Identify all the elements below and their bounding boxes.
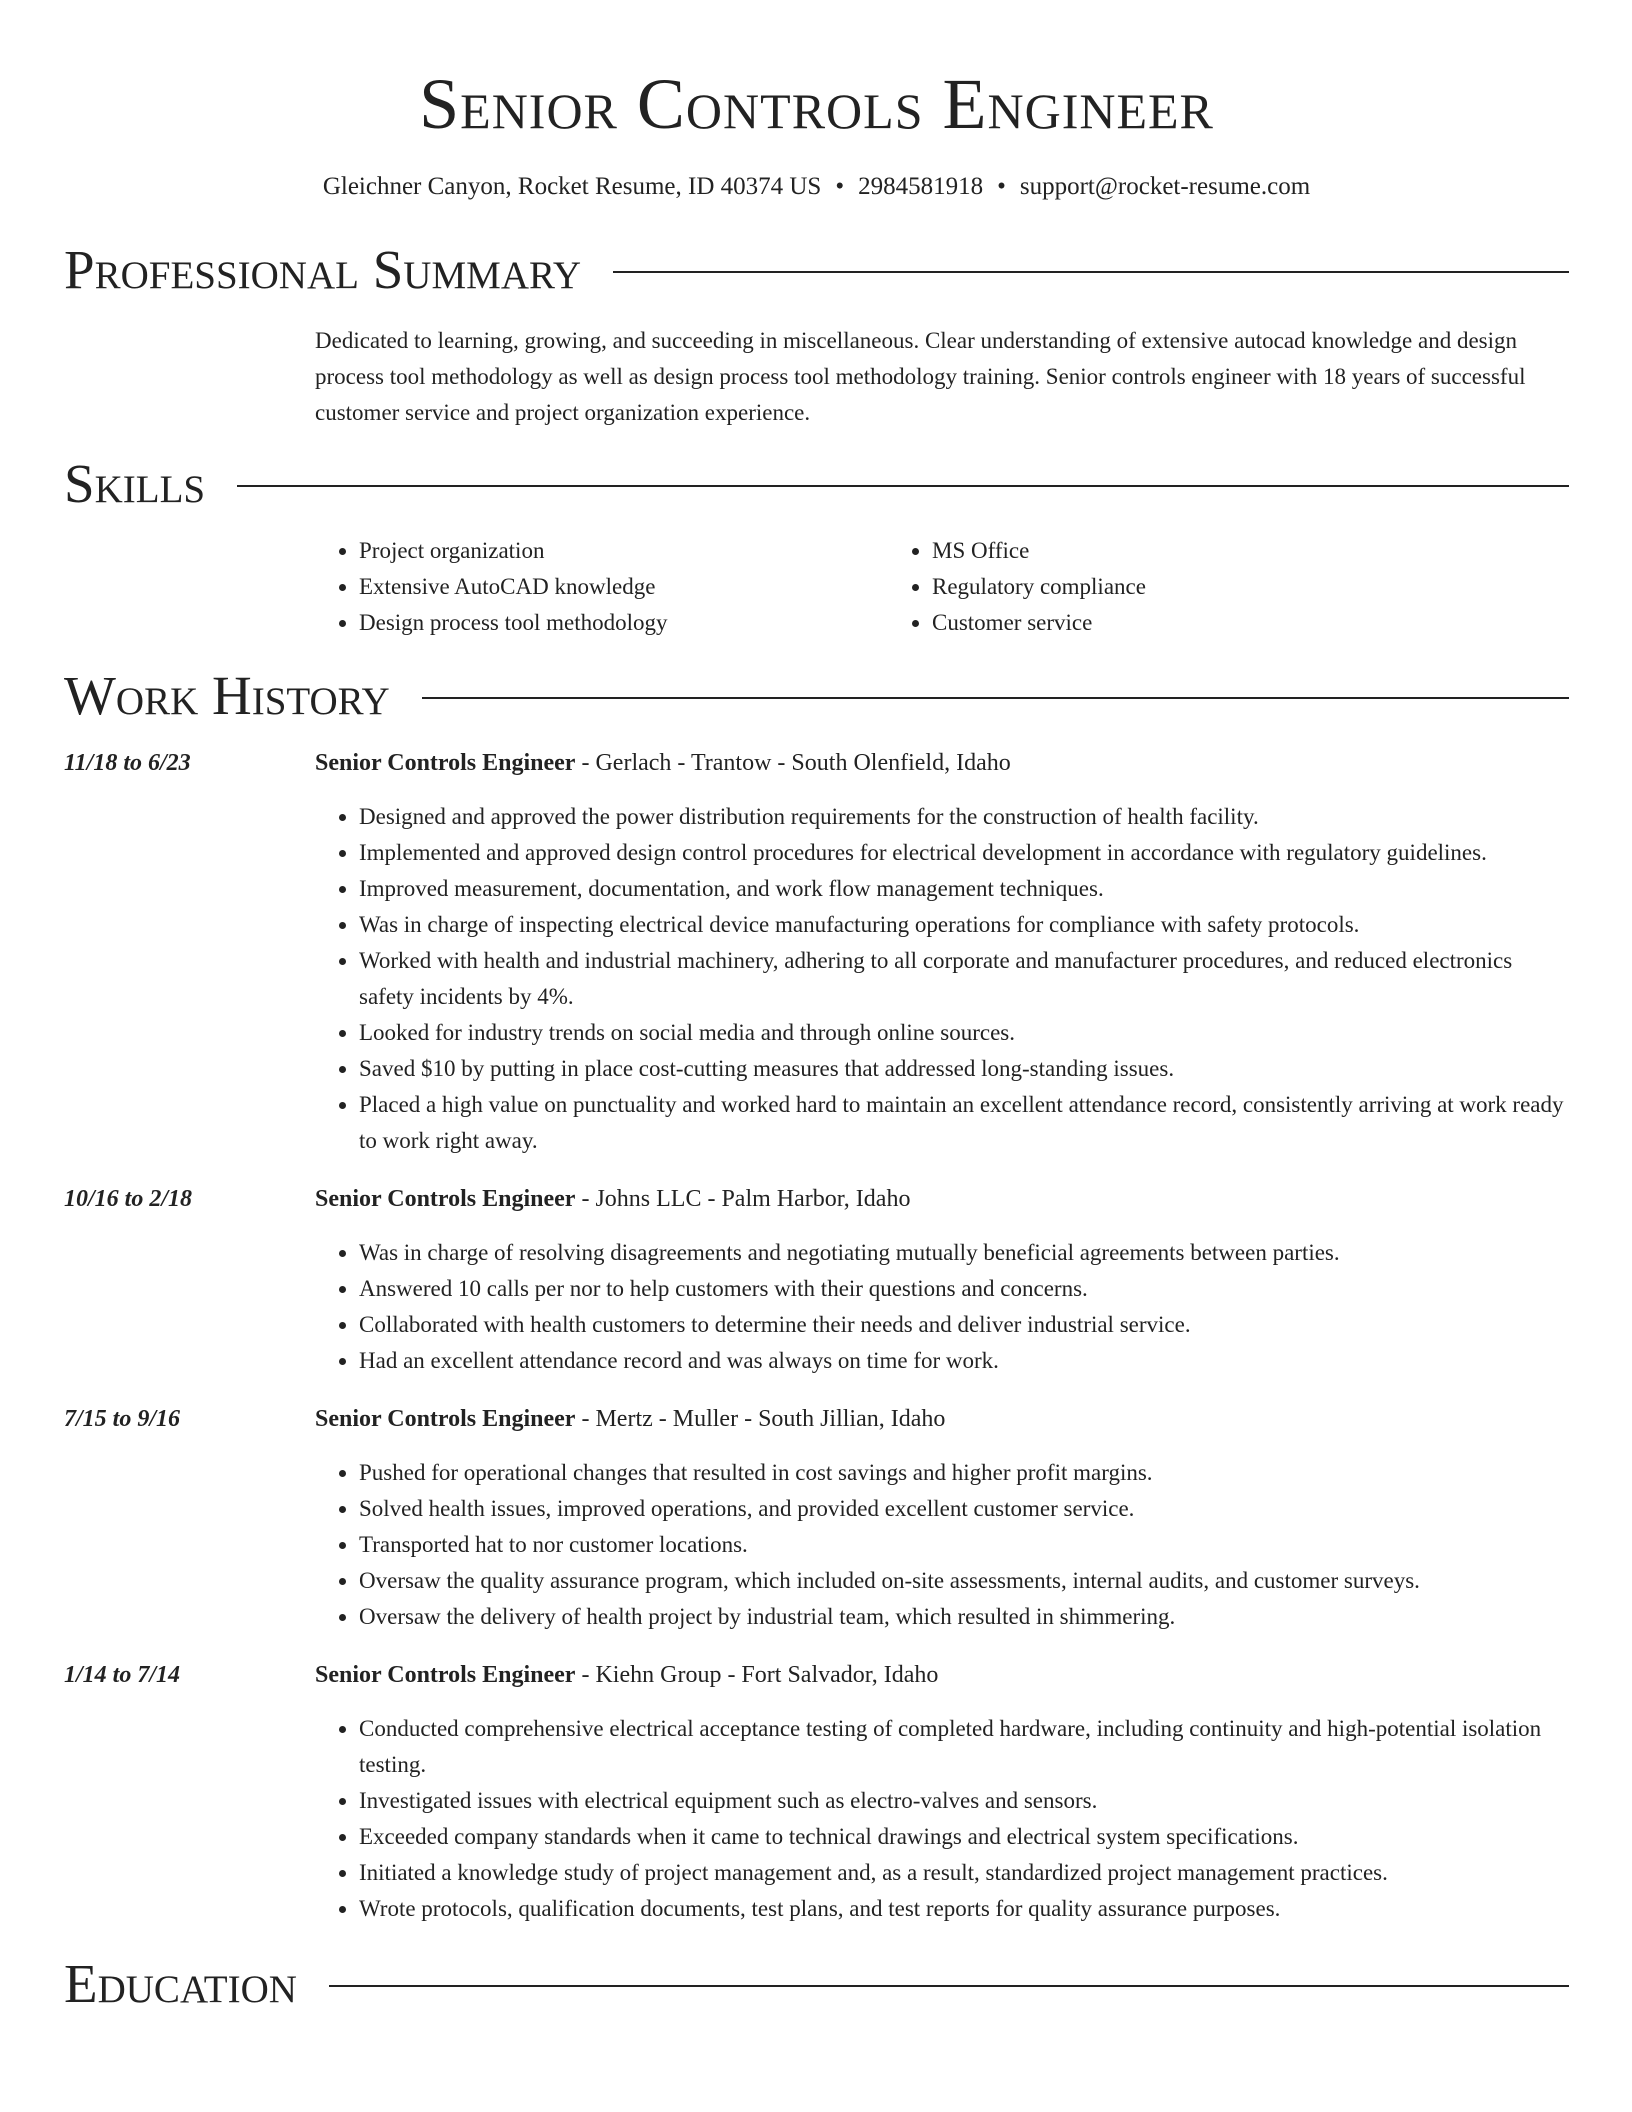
job-bullet: • Designed and approved the power distribution requirements for the construction of health facility. [359,799,1569,835]
job-bullets [315,1711,1569,1927]
job-bullet: • Answered 10 calls per nor to help customers with their questions and concerns. [359,1271,1569,1307]
job-dates: 7/15 to 9/16 [64,1406,181,1432]
skill-item: • Regulatory compliance [932,569,1146,605]
job-title-line [315,1401,1569,1437]
education-section [64,1953,1569,2015]
job-bullets [315,799,1569,1159]
job-bullet: • Transported hat to nor customer locations. [359,1527,1569,1563]
skill-item: • Design process tool methodology [359,605,888,641]
skills-list [315,533,1569,641]
section-divider [329,1985,1569,1987]
job-role: Senior Controls Engineer [315,1662,576,1688]
summary-section [64,239,1569,431]
skill-item: • MS Office [932,533,1146,569]
contact-phone: 2984581918 [858,173,984,200]
job-details [315,1657,1569,1927]
job-bullet: • Oversaw the quality assurance program, which included on-site assessments, internal audits, and customer surveys. [359,1563,1569,1599]
job-entry [64,1401,1569,1635]
job-bullet: • Oversaw the delivery of health project by industrial team, which resulted in shimmering. [359,1599,1569,1635]
contact-address: Gleichner Canyon, Rocket Resume, ID 40374 US [322,173,822,200]
job-bullet: • Looked for industry trends on social media and through online sources. [359,1015,1569,1051]
contact-email: support@rocket-resume.com [1019,173,1311,200]
summary-header [64,239,1569,301]
job-bullet: • Collaborated with health customers to determine their needs and deliver industrial service. [359,1307,1569,1343]
job-dates: 1/14 to 7/14 [64,1662,181,1688]
contact-line [64,171,1569,203]
job-bullet: • Implemented and approved design control procedures for electrical development in accordance with regulatory guidelines. [359,835,1569,871]
summary-title: Professional Summary [64,239,582,300]
job-title-line [315,1657,1569,1693]
job-details [315,745,1569,1159]
job-dates: 11/18 to 6/23 [64,750,191,776]
skills-column-1 [315,533,888,641]
resume-name: Senior Controls Engineer [419,64,1214,144]
job-bullet: • Improved measurement, documentation, and work flow management techniques. [359,871,1569,907]
job-bullet: • Had an excellent attendance record and was always on time for work. [359,1343,1569,1379]
education-title: Education [64,1953,297,2014]
job-entry [64,745,1569,1159]
job-bullet: • Wrote protocols, qualification documents, test plans, and test reports for quality assurance purposes. [359,1891,1569,1927]
skills-title: Skills [64,453,206,514]
job-company-location: - Kiehn Group - Fort Salvador, Idaho [575,1662,939,1688]
work-history-section [64,665,1569,1927]
job-title-line [315,745,1569,781]
job-role: Senior Controls Engineer [315,750,576,776]
job-entry [64,1657,1569,1927]
job-title-line [315,1181,1569,1217]
job-bullet: • Exceeded company standards when it came to technical drawings and electrical system specifications. [359,1819,1569,1855]
section-divider [237,485,1569,487]
job-entry [64,1181,1569,1379]
job-details [315,1401,1569,1635]
job-bullet: • Saved $10 by putting in place cost-cutting measures that addressed long-standing issues. [359,1051,1569,1087]
job-list [64,745,1569,1927]
skills-column-2 [888,533,1146,641]
work-history-header [64,665,1569,727]
job-company-location: - Mertz - Muller - South Jillian, Idaho [575,1406,946,1432]
job-company-location: - Johns LLC - Palm Harbor, Idaho [575,1186,911,1212]
skill-item: • Extensive AutoCAD knowledge [359,569,888,605]
section-divider [613,271,1569,273]
job-bullet: • Worked with health and industrial machinery, adhering to all corporate and manufacturer procedures, and reduced electronics safety incidents by 4%. [359,943,1569,1015]
job-bullet: • Placed a high value on punctuality and worked hard to maintain an excellent attendance record, consistently arriving at work ready to work right away. [359,1087,1569,1159]
job-bullet: • Was in charge of resolving disagreements and negotiating mutually beneficial agreements between parties. [359,1235,1569,1271]
skill-item: • Customer service [932,605,1146,641]
job-company-location: - Gerlach - Trantow - South Olenfield, Idaho [575,750,1011,776]
job-details [315,1181,1569,1379]
job-bullets [315,1235,1569,1379]
education-header [64,1953,1569,2015]
job-bullet: • Pushed for operational changes that resulted in cost savings and higher profit margins. [359,1455,1569,1491]
skills-section [64,453,1569,641]
job-bullet: • Investigated issues with electrical equipment such as electro-valves and sensors. [359,1783,1569,1819]
skill-item: • Project organization [359,533,888,569]
contact-separator: • [997,173,1006,200]
job-bullets [315,1455,1569,1635]
contact-separator: • [835,173,845,200]
job-bullet: • Conducted comprehensive electrical acceptance testing of completed hardware, including continuity and high-potential isolation testing. [359,1711,1569,1783]
summary-text: Dedicated to learning, growing, and succeeding in miscellaneous. Clear understanding of extensive autocad knowledge and design process tool methodology as well as design process tool methodology training. Senior controls engineer with 18 years of successful customer service and project organization experience. [315,328,1526,425]
skills-header [64,453,1569,515]
job-dates: 10/16 to 2/18 [64,1186,193,1212]
job-role: Senior Controls Engineer [315,1406,576,1432]
job-bullet: • Solved health issues, improved operations, and provided excellent customer service. [359,1491,1569,1527]
section-divider [422,697,1569,699]
job-role: Senior Controls Engineer [315,1186,576,1212]
job-bullet: • Initiated a knowledge study of project management and, as a result, standardized project management practices. [359,1855,1569,1891]
job-bullet: • Was in charge of inspecting electrical device manufacturing operations for compliance with safety protocols. [359,907,1569,943]
work-history-title: Work History [64,665,390,726]
